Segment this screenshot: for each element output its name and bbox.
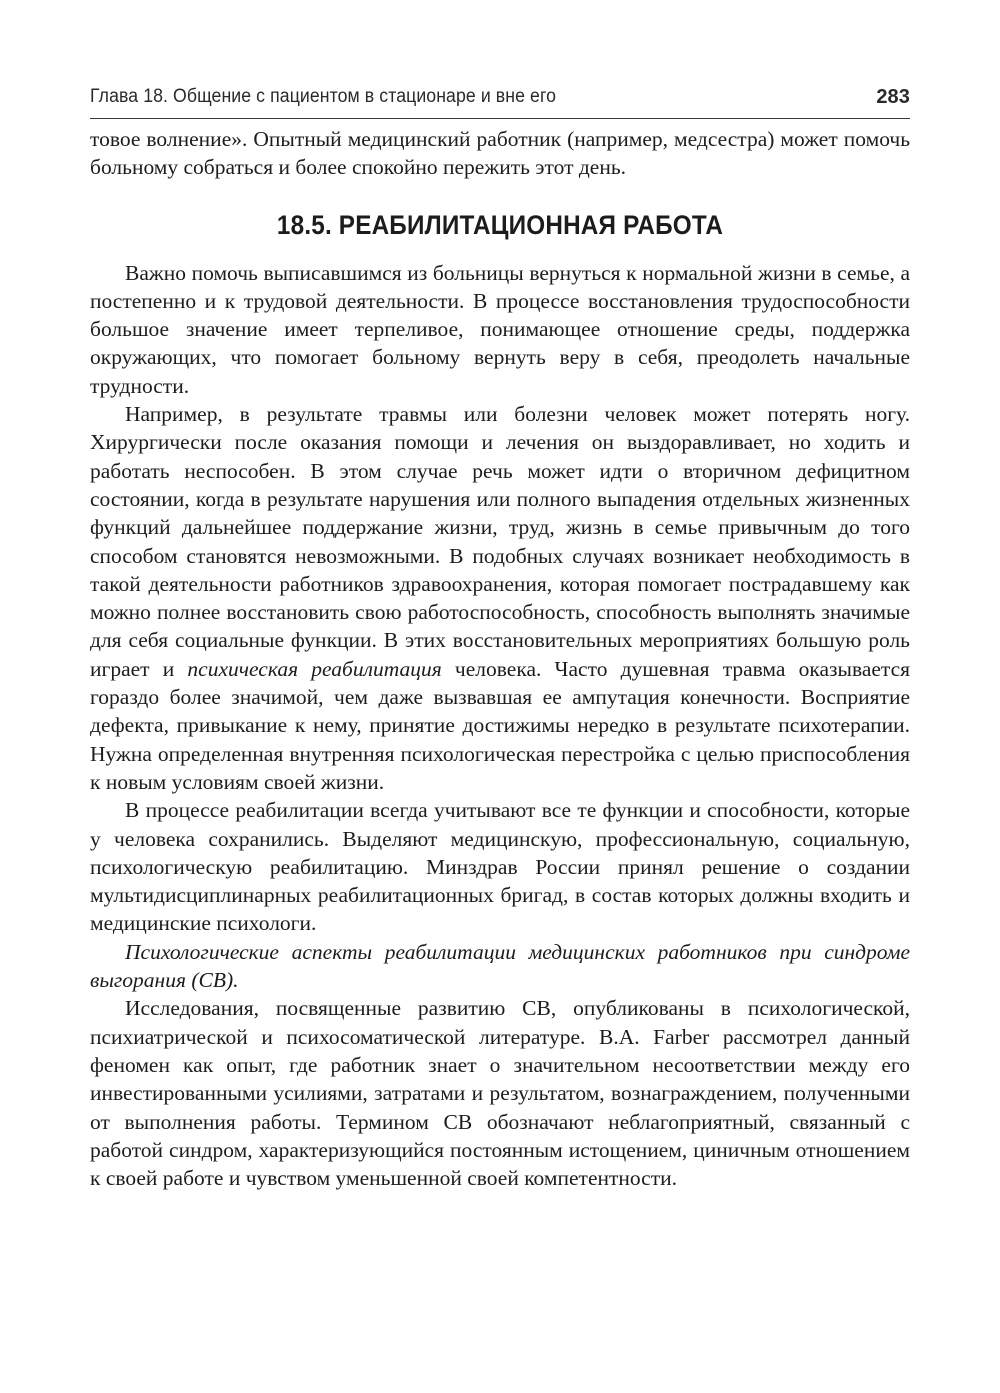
paragraph-2-text-b: человека. Часто душевная травма оказывается гораздо более значимой, чем даже вызвавшая ее ампутация конечности. Восприятие дефекта, привыкание к нему, принятие достижимы нередко в результате психотерапии. Нужна определенная внутренняя психологическая перестройка с целью приспособления к новым условиям своей жизни. [90, 656, 911, 794]
paragraph-1: Важно помочь выписавшимся из больницы вернуться к нормальной жизни в семье, а постепенно и к трудовой деятельности. В процессе восстановления трудоспособности большое значение имеет терпеливое, понимающее отношение среды, поддержка окружающих, что помогает больному вернуть веру в себя, преодолеть начальные трудности. [90, 260, 910, 398]
page-body [90, 125, 910, 1192]
running-head [90, 86, 910, 116]
page-number: 283 [876, 86, 910, 108]
paragraph-2-text-a: Например, в результате травмы или болезни человек может потерять ногу. Хирургически после оказания помощи и лечения он выздоравливает, но ходить и работать неспособен. В этом случае речь может идти о вторичном дефицитном состоянии, когда в результате нарушения или полного выпадения отдельных жизненных функций дальнейшее поддержание жизни, труд, жизнь в семье привычным до того способом становятся невозможными. В подобных случаях возникает необходимость в такой деятельности работников здравоохранения, которая помогает пострадавшему как можно полнее восстановить свою работоспособность, способность выполнять значимые для себя социальные функции. В этих восстановительных мероприятиях большую роль играет и [90, 402, 910, 681]
paragraph-3: В процессе реабилитации всегда учитывают все те функции и способности, которые у человека сохранились. Выделяют медицинскую, профессиональную, социальную, психологическую реабилитацию. Минздрав России принял решение о создании мультидисциплинарных реабилитационных бригад, в состав которых должны входить и медицинские психологи. [90, 798, 910, 936]
section-heading: 18.5. РЕАБИЛИТАЦИОННАЯ РАБОТА [276, 209, 724, 240]
paragraph-5: Исследования, посвященные развитию СВ, опубликованы в психологической, психиатрической и психосоматической литературе. B.A. Farber рассмотрел данный феномен как опыт, где работник знает о значительном несоответствии между его инвестированными усилиями, затратами и результатом, вознаграждением, полученными от выполнения работы. Термином СВ обозначают неблагоприятный, связанный с работой синдром, характеризующийся постоянным истощением, циничным отношением к своей работе и чувством уменьшенной своей компетентности. [90, 996, 910, 1191]
paragraph-2-emphasis: психическая реабилитация [187, 656, 442, 681]
continuation-paragraph: товое волнение». Опытный медицинский работник (например, медсестра) может помочь больному собраться и более спокойно пережить этот день. [90, 127, 910, 180]
header-rule [90, 118, 910, 119]
chapter-title: Глава 18. Общение с пациентом в стационаре и вне его [90, 86, 557, 107]
subsection-heading-italic: Психологические аспекты реабилитации медицинских работников при синдроме выгорания (СВ). [90, 939, 910, 993]
paragraph-2 [90, 400, 910, 796]
